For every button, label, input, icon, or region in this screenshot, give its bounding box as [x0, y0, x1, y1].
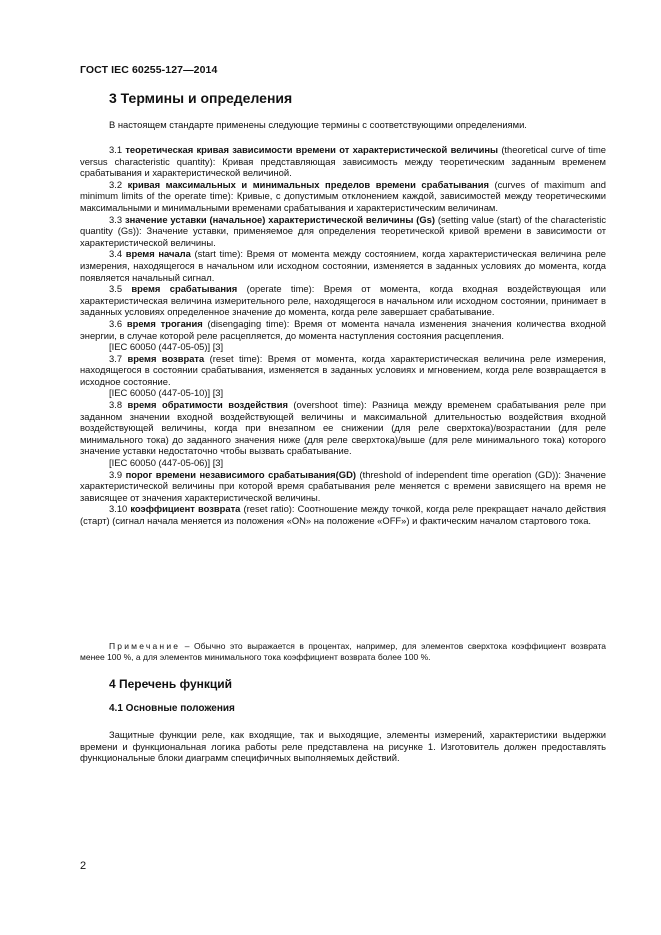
section-3-title: 3 Термины и определения: [109, 90, 293, 106]
definition-term: время обратимости воздействия: [127, 399, 288, 411]
definition-text: (reset time): Время от момента, когда характеристическая величина реле измерения, находящегося в состоянии срабатывания, изменяется в заданных условиях и мгновением, когда реле возвращается в исходное состояние.: [80, 352, 606, 387]
definition-item: [80, 214, 606, 249]
note-text: – Обычно это выражается в процентах, например, для элементов сверхтока коэффициент возврата менее 100 %, а для элементов минимального тока коэффициент возврата более 100 %.: [80, 641, 606, 662]
definition-term: теоретическая кривая зависимости времени от характеристической величины: [125, 144, 499, 155]
definition-text: (disengaging time): Время от момента начала изменения значения количества входной энергии, в случае которой реле расцепляется, до момента наступления состояния расцепления.: [80, 317, 606, 341]
definition-text: (theoretical curve of time versus characteristic quantity): Кривая представляющая зависимость между теоретическим заданным временем срабатывания и характеристической величиной.: [80, 144, 606, 179]
definition-term: время срабатывания: [131, 283, 238, 295]
definition-term: время возврата: [127, 352, 205, 364]
definition-text: (threshold of independent time operation (GD)): Значение характеристической величины при которой время срабатывания реле меняется с времени зависящего на время не зависящее от значения характеристической величины.: [80, 468, 607, 503]
definition-number: 3.10: [109, 503, 128, 515]
definition-item: [80, 248, 606, 283]
definition-text: (curves of maximum and minimum limits of the operate time): Кривые, с допустимым отклонением каждой, зависимостей между теоретическими максимальными и минимальными временами срабатывания и характеристическим величинам.: [80, 178, 606, 213]
definition-item: [80, 399, 606, 457]
note: [80, 641, 606, 663]
intro-text: В настоящем стандарте применены следующие термины с соответствующими определениями.: [109, 119, 527, 130]
section-4-title: 4 Перечень функций: [109, 677, 233, 691]
definition-reference: [IEC 60050 (447-05-05)] [3]: [109, 341, 224, 353]
definition-number: 3.4: [109, 248, 123, 260]
section-4-1-body: [80, 729, 606, 764]
definition-item: [80, 503, 606, 526]
section-4-1-title: 4.1 Основные положения: [109, 703, 235, 714]
section-4-1-text: Защитные функции реле, как входящие, так и выходящие, элементы измерений, характеристики выдержки времени и функциональная логика работы реле представлена на рисунке 1. Изготовитель должен предоставлять функциональные блоки диаграмм специфичных выполняемых действий.: [80, 729, 606, 764]
definition-item: [80, 144, 606, 179]
definition-term: порог времени независимого срабатывания(GD): [125, 468, 356, 480]
definition-text: (overshoot time): Разница между временем срабатывания реле при заданном значении входной воздействующей величины и максимальной длительностью воздействия входной воздействующей величины, когда при внезапном ее снижении (для реле сверхтока)/возрастании (для реле минимального тока) до заданного значения ниже (для реле сверхтока)/выше (для реле минимального тока) которого значение уставки недостаточно чтобы вызвать срабатывание.: [80, 399, 607, 457]
definition-reference: [IEC 60050 (447-05-06)] [3]: [109, 457, 224, 469]
definition-item: [80, 469, 606, 504]
definition-number: 3.6: [109, 317, 123, 329]
note-label: Примечание: [109, 641, 181, 651]
definition-number: 3.9: [109, 468, 123, 480]
definitions-list: [80, 144, 606, 527]
definition-text: (setting value (start) of the characteristic quantity (Gs)): Значение уставки, применяемое для определения теоретической кривой времени в зависимости от характеристической величины.: [80, 213, 607, 248]
definition-item: [80, 283, 606, 318]
definition-item: [80, 353, 606, 388]
definition-reference: [IEC 60050 (447-05-10)] [3]: [109, 387, 224, 399]
definition-term: коэффициент возврата: [130, 503, 241, 515]
definition-text: (operate time): Время от момента, когда входная воздействующая или характеристическая величина измерительного реле, находящегося в начальном или исходном состоянии, принимает в заданных условиях определенное значение до момента, когда реле завершает срабатывание.: [80, 283, 606, 318]
definition-number: 3.1: [109, 144, 123, 155]
definition-text: (reset ratio): Соотношение между точкой, когда реле прекращает начало действия (старт) (сигнал начала меняется из положения «ON» на положение «OFF») и фактическим началом стартового тока.: [80, 503, 607, 526]
definition-term: время трогания: [126, 317, 203, 329]
definition-number: 3.8: [109, 399, 123, 411]
definition-term: значение уставки (начальное) характеристической величины (Gs): [124, 213, 435, 225]
definition-number: 3.3: [109, 213, 123, 225]
definition-item: [80, 179, 606, 214]
definition-item: [80, 318, 606, 341]
definition-text: (start time): Время от момента между состоянием, когда характеристическая величина реле измерения, находящегося в начальном или исходном состоянии, изменяется в заданных условиях до момента, когда появляется начальный сигнал.: [80, 248, 606, 283]
definition-term: кривая максимальных и минимальных пределов времени срабатывания: [127, 178, 489, 190]
definition-number: 3.7: [109, 352, 123, 364]
definition-number: 3.2: [109, 178, 123, 190]
definition-number: 3.5: [109, 283, 123, 295]
document-header: ГОСТ IEC 60255-127—2014: [80, 64, 218, 76]
section-3-intro: [80, 119, 606, 131]
page-number: 2: [80, 860, 87, 872]
definition-term: время начала: [125, 248, 191, 260]
